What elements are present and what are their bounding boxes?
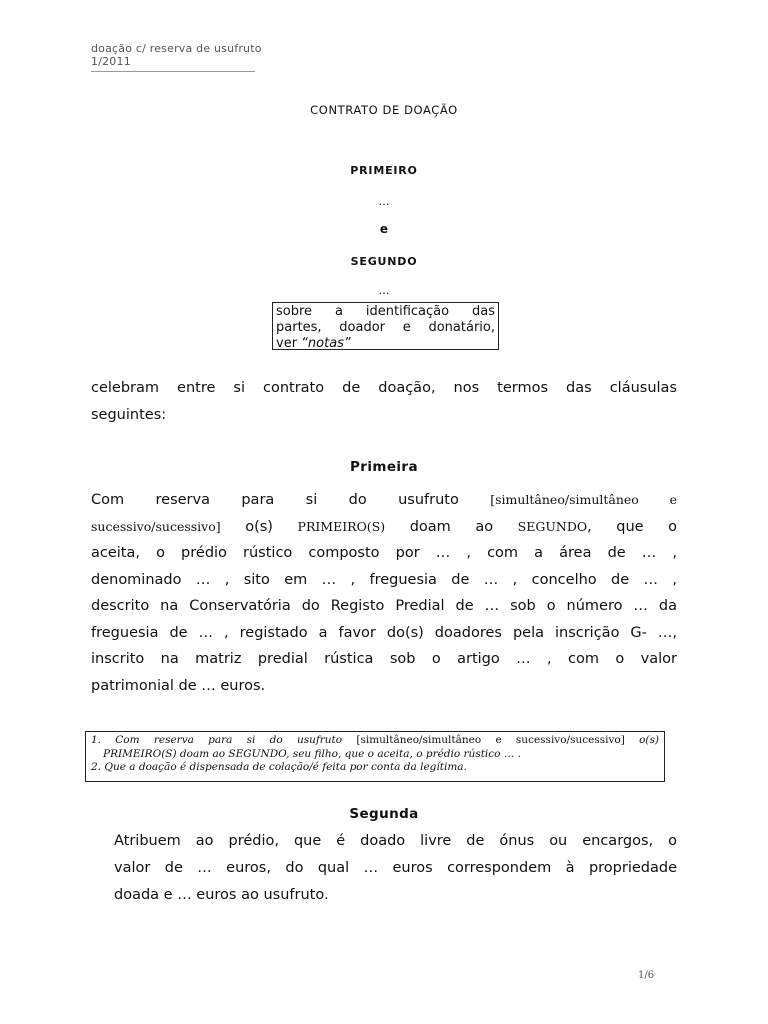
parties-note-box	[272, 302, 499, 350]
header-subject: doação c/ reserva de usufruto	[91, 42, 262, 55]
clause-text: , que o	[587, 518, 678, 535]
clause-text: doam ao	[385, 518, 518, 535]
second-party-label: SEGUNDO	[350, 255, 418, 268]
clause-heading-segunda: Segunda	[349, 806, 419, 822]
note-line: sobre a identificação das	[276, 304, 495, 319]
clause-primeira-body	[91, 487, 677, 699]
clause-line: inscrito na matriz predial rústica sob o artigo … , com o valor	[91, 651, 677, 667]
notes-reference: “notas”	[301, 336, 351, 351]
alt-text: o(s)	[624, 734, 659, 746]
alt-line: 2. Que a doação é dispensada de colação/é feita por conta da legítima.	[91, 761, 467, 773]
clause-line: doada e … euros ao usufruto.	[114, 887, 329, 903]
clause-line: Atribuem ao prédio, que é doado livre de ónus ou encargos, o	[114, 833, 677, 849]
note-line	[276, 336, 495, 352]
clause-line: valor de … euros, do qual … euros correspondem à propriedade	[114, 860, 677, 876]
alt-text: 1. Com reserva para si do usufruto	[91, 734, 357, 746]
clause-line: freguesia de … , registado a favor do(s) doadores pela inscrição G- …,	[91, 624, 677, 641]
header-version: 1/2011	[91, 55, 131, 68]
second-party-value: …	[378, 284, 390, 297]
intro-line: celebram entre si contrato de doação, nos termos das cláusulas	[91, 380, 677, 396]
donee-ref: SEGUNDO	[517, 518, 588, 534]
alt-options: [simultâneo/simultâneo e sucessivo/sucessivo]	[356, 734, 625, 746]
clause-segunda-body	[114, 828, 677, 909]
intro-line: seguintes:	[91, 406, 167, 423]
clause-line: aceita, o prédio rústico composto por … , com a área de … ,	[91, 545, 677, 561]
alternative-wording-box	[85, 731, 665, 782]
document-title: CONTRATO DE DOAÇÃO	[310, 103, 458, 117]
header-divider	[91, 71, 255, 72]
conjunction: e	[379, 222, 389, 236]
clause-line: patrimonial de … euros.	[91, 677, 266, 694]
clause-line: descrito na Conservatória do Registo Predial de … sob o número … da	[91, 598, 677, 614]
clause-line	[91, 514, 677, 541]
clause-heading-primeira: Primeira	[350, 459, 418, 475]
donor-ref: PRIMEIRO(S)	[297, 518, 386, 534]
clause-text: o(s)	[220, 518, 298, 535]
alt-line	[91, 734, 659, 748]
clause-line	[91, 487, 677, 514]
alt-line: PRIMEIRO(S) doam ao SEGUNDO, seu filho, que o aceita, o prédio rústico … .	[103, 747, 522, 760]
clause-text: Com reserva para si do usufruto	[91, 492, 491, 508]
usufruct-options-cont: sucessivo/sucessivo]	[91, 518, 221, 534]
first-party-value: …	[378, 195, 390, 208]
note-line: partes, doador e donatário,	[276, 320, 495, 335]
running-header	[91, 42, 262, 68]
intro-paragraph	[91, 375, 677, 428]
clause-line: denominado … , sito em … , freguesia de … , concelho de … ,	[91, 571, 677, 588]
usufruct-options: [simultâneo/simultâneo e	[490, 492, 677, 507]
note-line-prefix: ver	[276, 336, 302, 351]
first-party-label: PRIMEIRO	[350, 164, 418, 177]
page-number: 1/6	[638, 970, 655, 981]
